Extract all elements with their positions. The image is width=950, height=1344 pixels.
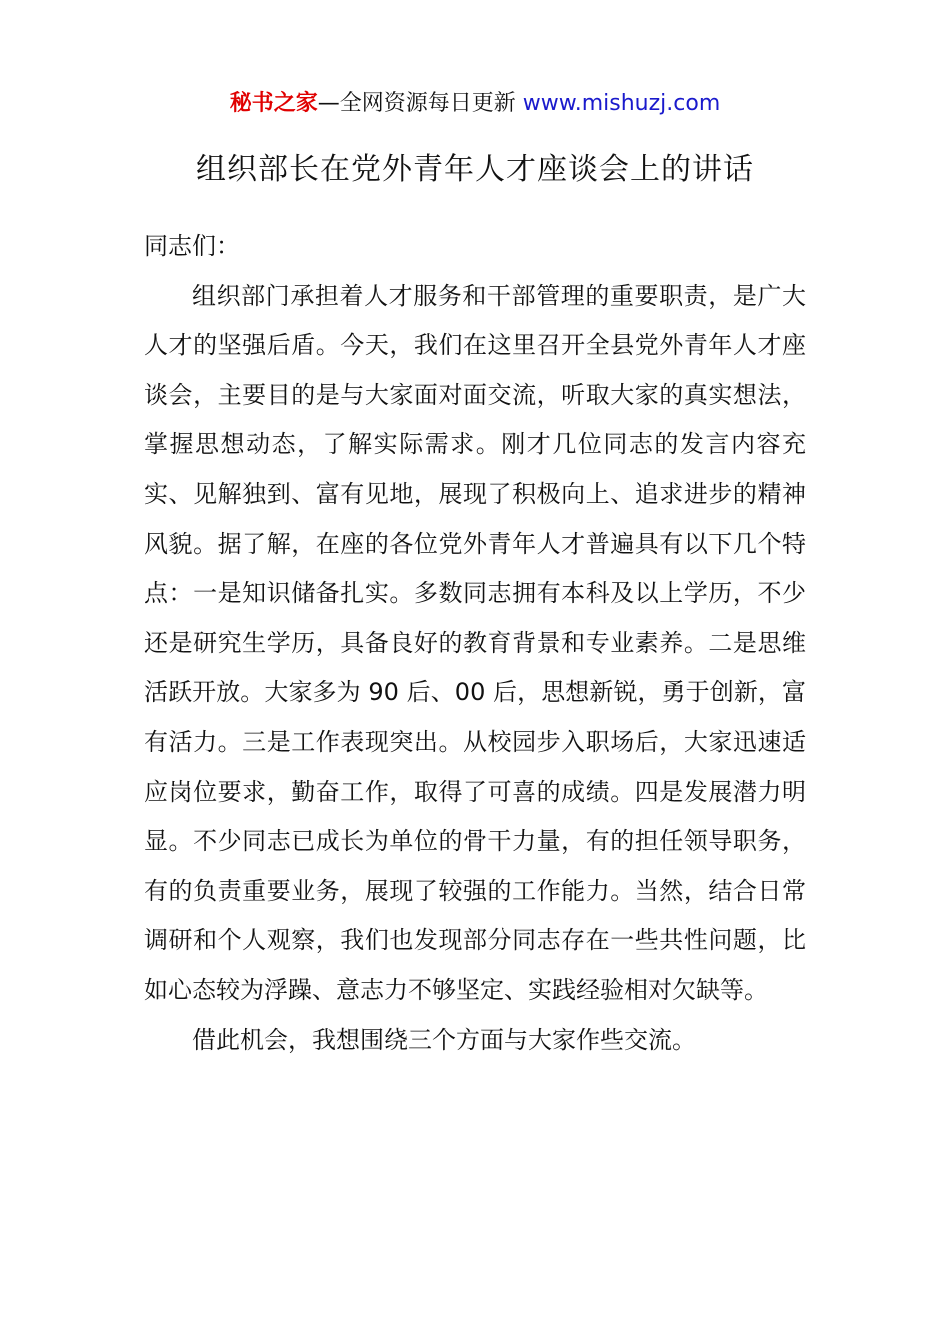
salutation: 同志们： [144,232,240,260]
body-paragraph: 借此机会，我想围绕三个方面与大家作些交流。 [192,1025,696,1054]
document-title: 组织部长在党外青年人才座谈会上的讲话 [196,152,754,187]
site-url-link[interactable]: www.mishuzj.com [522,91,721,116]
site-header [0,88,950,120]
header-tagline: —全网资源每日更新 [317,91,523,116]
brand-name: 秘书之家 [229,91,318,116]
document-body [144,222,806,1065]
body-paragraph: 组织部门承担着人才服务和干部管理的重要职责，是广大人才的坚强后盾。今天，我们在这里召开全县党外青年人才座谈会，主要目的是与大家面对面交流，听取大家的真实想法，掌握思想动态，了解实际需求。刚才几位同志的发言内容充实、见解独到、富有见地，展现了积极向上、追求进步的精神风貌。据了解，在座的各位党外青年人才普遍具有以下几个特点：一是知识储备扎实。多数同志拥有本科及以上学历，不少还是研究生学历，具备良好的教育背景和专业素养。二是思维活跃开放。大家多为 90 后、00 后，思想新锐，勇于创新，富有活力。三是工作表现突出。从校园步入职场后，大家迅速适应岗位要求，勤奋工作，取得了可喜的成绩。四是发展潜力明显。不少同志已成长为单位的骨干力量，有的担任领导职务，有的负责重要业务，展现了较强的工作能力。当然，结合日常调研和个人观察，我们也发现部分同志存在一些共性问题，比如心态较为浮躁、意志力不够坚定、实践经验相对欠缺等。 [144,281,806,1004]
